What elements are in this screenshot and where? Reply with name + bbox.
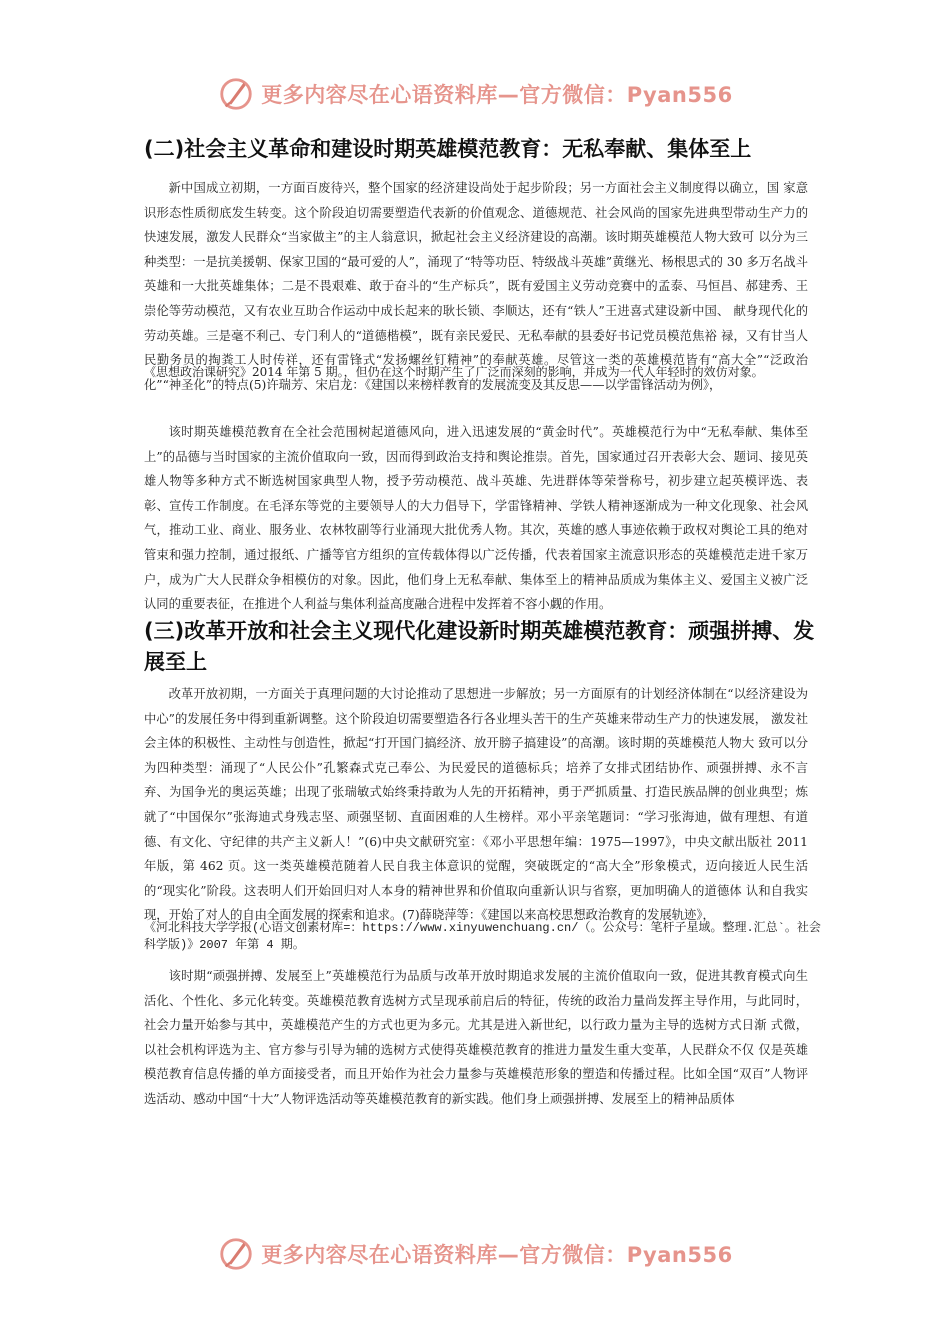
watermark-banner-bottom bbox=[0, 1232, 950, 1276]
section-heading-2: (二)社会主义革命和建设时期英雄模范教育：无私奉献、集体至上 bbox=[144, 137, 752, 161]
section-3-paragraph-1: 改革开放初期，一方面关于真理问题的大讨论推动了思想进一步解放；另一方面原有的计划经济体制在“以经济建设为中心”的发展任务中得到重新调整。这个阶段迫切需要塑造各行各业埋头苦干的生产英雄来带动生产力的快速发展， 激发社会主体的积极性、主动性与创造性，掀起“打开国门搞经济、放开膀子搞建设”的高潮。该时期的英雄模范人物大 致可以分为四种类型：涌现了“人民公仆”孔繁森式克己奉公、为民爱民的道德标兵；培养了女排式团结协作、顽强拼搏、永不言弃、为国争光的奥运英雄；出现了张瑞敏式始终秉持敢为人先的开拓精神，勇于严抓质量、打造民族品牌的创业典型；炼就了“中国保尔”张海迪式身残志坚、顽强坚韧、直面困难的人生榜样。邓小平亲笔题词：“学习张海迪，做有理想、有道德、有文化、守纪律的共产主义新人！”(6)中央文献研究室：《邓小平思想年编：1975—1997》，中央文献出版社 2011 年版，第 462 页。这一类英雄模范随着人民自我主体意识的觉醒，突破既定的“高大全”形象模式，迈向接近人民生活的“现实化”阶段。这表明人们开始回归对人本身的精神世界和价值取向重新认识与省察，更加明确人的道德体 认和自我实现，开始了对人的自由全面发展的探索和追求。(7)薛晓萍等：《建国以来高校思想政治教育的发展轨迹》， bbox=[144, 687, 808, 923]
section-2-paragraph-2: 该时期英雄模范教育在全社会范围树起道德风向，进入迅速发展的“黄金时代”。英雄模范行为中“无私奉献、集体至上”的品德与当时国家的主流价值取向一致，因而得到政治支持和舆论推崇。首先，国家通过召开表彰大会、题词、接见英雄人物等多种方式不断选树国家典型人物，授予劳动模范、战斗英雄、先进群体等荣誉称号，初步建立起英模评选、表彰、宣传工作制度。在毛泽东等党的主要领导人的大力倡导下，学雷锋精神、学铁人精神逐渐成为一种文化现象、社会风气，推动工业、商业、服务业、农林牧副等行业涌现大批优秀人物。其次，英雄的感人事迹依赖于政权对舆论工具的绝对管束和强力控制，通过报纸、广播等官方组织的宣传载体得以广泛传播，代表着国家主流意识形态的英雄模范走进千家万户，成为广大人民群众争相模仿的对象。因此，他们身上无私奉献、集体至上的精神品质成为集体主义、爱国主义被广泛认同的重要表征，在推进个人利益与集体利益高度融合进程中发挥着不容小觑的作用。 bbox=[144, 425, 808, 612]
quill-logo-icon bbox=[217, 75, 255, 113]
watermark-text: 更多内容尽在心语资料库—官方微信：Pyan556 bbox=[261, 83, 733, 107]
section-3-citation: 《河北科技大学学报(心语文创素材库=：https://www.xinyuwenchuang.cn/（。公众号：笔杆子星域。整理.汇总`。社会科学版)》2007 年第 4 期。 bbox=[144, 921, 821, 952]
section-3-paragraph-2: 该时期“顽强拼搏、发展至上”英雄模范行为品质与改革开放时期追求发展的主流价值取向一致，促进其教育模式向生活化、个性化、多元化转变。英雄模范教育选树方式呈现承前启后的特征，传统的政治力量尚发挥主导作用，与此同时，社会力量开始参与其中，英雄模范产生的方式也更为多元。尤其是进入新世纪，以行政力量为主导的选树方式日渐 式微，以社会机构评选为主、官方参与引导为辅的选树方式使得英雄模范教育的推进力量发生重大变革，人民群众不仅 仅是英雄模范教育信息传播的单方面接受者，而且开始作为社会力量参与英雄模范形象的塑造和传播过程。比如全国“双百”人物评选活动、感动中国“十大”人物评选活动等英雄模范教育的新实践。他们身上顽强拼搏、发展至上的精神品质体 bbox=[144, 969, 808, 1106]
section-2-citation: 《思想政治课研究》2014 年第 5 期。，但仍在这个时期产生了广泛而深刻的影响，并成为一代人年轻时的效仿对象。 bbox=[144, 365, 764, 379]
watermark-banner-top bbox=[0, 72, 950, 116]
section-heading-3: (三)改革开放和社会主义现代化建设新时期英雄模范教育：顽强拼搏、发展至上 bbox=[144, 619, 815, 674]
section-2-paragraph-1: 新中国成立初期，一方面百废待兴，整个国家的经济建设尚处于起步阶段；另一方面社会主义制度得以确立，国 家意识形态性质彻底发生转变。这个阶段迫切需要塑造代表新的价值观念、道德规范、社会风尚的国家先进典型带动生产力的快速发展，激发人民群众“当家做主”的主人翁意识，掀起社会主义经济建设的高潮。该时期英雄模范人物大致可 以分为三种类型：一是抗美援朝、保家卫国的“最可爱的人”，涌现了“特等功臣、特级战斗英雄”黄继光、杨根思式的 30 多万名战斗英雄和一大批英雄集体；二是不畏艰难、敢于奋斗的“生产标兵”，既有爱国主义劳动竞赛中的孟泰、马恒昌、郝建秀、王崇伦等劳动模范，又有农业互助合作运动中成长起来的耿长锁、李顺达，还有“铁人”王进喜式建设新中国、 献身现代化的劳动英雄。三是毫不利己、专门利人的“道德楷模”，既有亲民爱民、无私奉献的县委好书记党员模范焦裕 禄，又有甘当人民勤务员的掏粪工人时传祥，还有雷锋式“发扬螺丝钉精神”的奉献英雄。尽管这一类的英雄模范皆有“高大全”“泛政治化”“神圣化”的特点(5)许瑞芳、宋启龙：《建国以来榜样教育的发展流变及其反思——以学雷锋活动为例》， bbox=[144, 181, 808, 392]
quill-logo-icon bbox=[217, 1235, 255, 1273]
watermark-text: 更多内容尽在心语资料库—官方微信：Pyan556 bbox=[261, 1243, 733, 1267]
